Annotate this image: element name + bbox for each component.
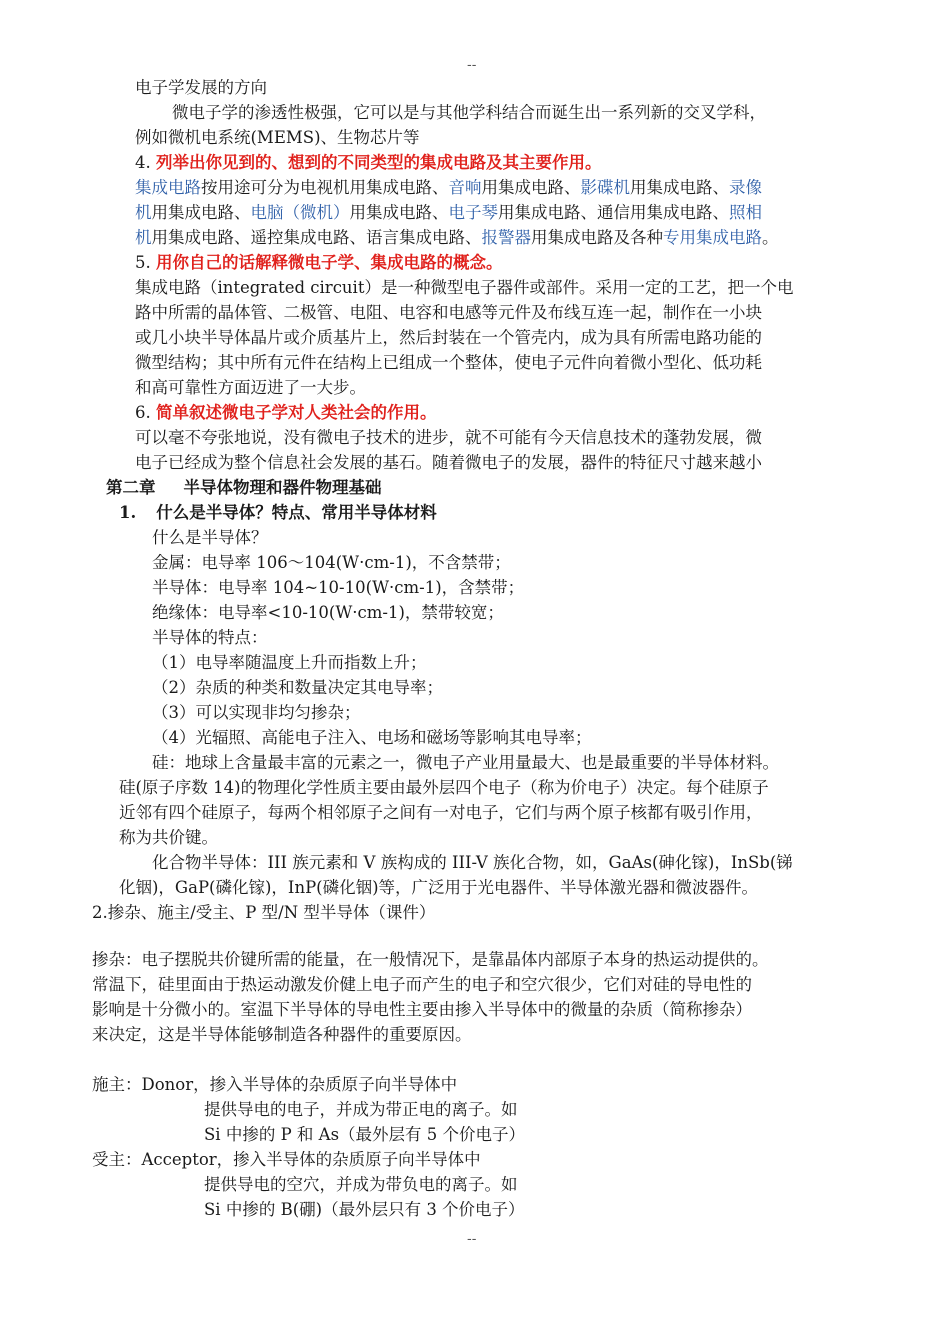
answer-text: 用集成电路、 (481, 178, 581, 197)
answer-text: 用集成电路、 (349, 203, 449, 222)
term-link[interactable]: 报警器 (481, 228, 531, 247)
answer-text: 用集成电路、通信用集成电路、 (498, 203, 729, 222)
paragraph-line: 化合物半导体：III 族元素和 V 族构成的 III-V 族化合物，如，GaAs(砷化镓)，InSb(锑 (152, 853, 793, 872)
definition-line: Si 中掺的 B(硼)（最外层只有 3 个价电子） (204, 1200, 525, 1219)
question-number: 5. (135, 253, 151, 272)
definition-line: 提供导电的电子，并成为带正电的离子。如 (204, 1100, 518, 1119)
list-item: （3）可以实现非均匀掺杂； (152, 703, 361, 722)
question-text: 列举出你见到的、想到的不同类型的集成电路及其主要作用。 (156, 153, 602, 172)
answer-line (135, 176, 762, 200)
term-link[interactable]: 集成电路 (135, 178, 201, 197)
question-text: 简单叙述微电子学对人类社会的作用。 (156, 403, 437, 422)
list-item: 半导体的特点： (152, 628, 268, 647)
term-link[interactable]: 机 (135, 203, 152, 222)
term-link[interactable]: 电子琴 (448, 203, 498, 222)
term-link[interactable]: 机 (135, 228, 152, 247)
paragraph-line: 硅(原子序数 14)的物理化学性质主要由最外层四个电子（称为价电子）决定。每个硅原子 (119, 778, 769, 797)
answer-text: 用集成电路、遥控集成电路、语言集成电路、 (151, 228, 482, 247)
chapter-title: 半导体物理和器件物理基础 (183, 478, 382, 497)
chapter-label: 第二章 (106, 478, 156, 497)
term-link[interactable]: 专用集成电路 (663, 228, 762, 247)
term-link[interactable]: 音响 (448, 178, 482, 197)
subsection-heading: 2.掺杂、施主/受主、P 型/N 型半导体（课件） (92, 903, 436, 922)
definition-line: 受主：Acceptor，掺入半导体的杂质原子向半导体中 (92, 1150, 481, 1169)
answer-line: 或几小块半导体晶片或介质基片上，然后封装在一个管壳内，成为具有所需电路功能的 (135, 328, 762, 347)
list-item: 绝缘体：电导率<10-10(W·cm-1)，禁带较宽； (152, 603, 504, 622)
chapter-heading (106, 476, 382, 500)
paragraph-line: 称为共价键。 (119, 828, 218, 847)
subsection-title: 什么是半导体？特点、常用半导体材料 (156, 503, 437, 522)
answer-line: 和高可靠性方面迈进了一大步。 (135, 378, 366, 397)
paragraph-line: 硅：地球上含量最丰富的元素之一，微电子产业用量最大、也是最重要的半导体材料。 (152, 753, 779, 772)
answer-line (135, 226, 779, 250)
answer-line: 可以毫不夸张地说，没有微电子技术的进步，就不可能有今天信息技术的蓬勃发展，微 (135, 428, 762, 447)
paragraph-line: 微电子学的渗透性极强，它可以是与其他学科结合而诞生出一系列新的交叉学科， (172, 103, 766, 122)
subsection-number: 1. (119, 503, 137, 522)
answer-text: 用集成电路、 (630, 178, 729, 197)
term-link[interactable]: 电脑（微机） (250, 203, 350, 222)
list-item: 什么是半导体？ (152, 528, 268, 547)
answer-line: 微型结构；其中所有元件在结构上已组成一个整体，使电子元件向着微小型化、低功耗 (135, 353, 762, 372)
list-item: （4）光辐照、高能电子注入、电场和磁场等影响其电导率； (152, 728, 592, 747)
list-item: 金属：电导率 106～104(W·cm-1)，不含禁带； (152, 553, 511, 572)
list-item: 半导体：电导率 104~10-10(W·cm-1)，含禁带； (152, 578, 525, 597)
question-text: 用你自己的话解释微电子学、集成电路的概念。 (156, 253, 503, 272)
question-number: 6. (135, 403, 151, 422)
subsection-heading (119, 501, 437, 525)
list-item: （1）电导率随温度上升而指数上升； (152, 653, 427, 672)
paragraph-line: 掺杂：电子摆脱共价键所需的能量，在一般情况下，是靠晶体内部原子本身的热运动提供的。 (92, 950, 769, 969)
section-heading: 电子学发展的方向 (135, 78, 267, 97)
footer-marker: -- (467, 1232, 477, 1247)
question-5 (135, 251, 503, 275)
term-link[interactable]: 录像 (729, 178, 762, 197)
answer-line: 集成电路（integrated circuit）是一种微型电子器件或部件。采用一定的工艺，把一个电 (135, 278, 794, 297)
paragraph-line: 常温下，硅里面由于热运动激发价健上电子而产生的电子和空穴很少，它们对硅的导电性的 (92, 975, 752, 994)
header-marker: -- (467, 58, 477, 73)
term-link[interactable]: 影碟机 (580, 178, 630, 197)
term-link[interactable]: 照相 (729, 203, 762, 222)
question-number: 4. (135, 153, 151, 172)
answer-line (135, 201, 762, 225)
question-6 (135, 401, 437, 425)
definition-line: 提供导电的空穴，并成为带负电的离子。如 (204, 1175, 518, 1194)
answer-text: 用集成电路及各种 (531, 228, 663, 247)
list-item: （2）杂质的种类和数量决定其电导率； (152, 678, 443, 697)
paragraph-line: 影响是十分微小的。室温下半导体的导电性主要由掺入半导体中的微量的杂质（简称掺杂） (92, 1000, 752, 1019)
definition-line: Si 中掺的 P 和 As（最外层有 5 个价电子） (204, 1125, 526, 1144)
paragraph-line: 化铟)，GaP(磷化镓)，InP(磷化铟)等，广泛用于光电器件、半导体激光器和微波器件。 (119, 878, 759, 897)
answer-line: 电子已经成为整个信息社会发展的基石。随着微电子的发展，器件的特征尺寸越来越小 (135, 453, 762, 472)
answer-text: 用集成电路、 (151, 203, 251, 222)
definition-line: 施主：Donor，掺入半导体的杂质原子向半导体中 (92, 1075, 458, 1094)
answer-line: 路中所需的晶体管、二极管、电阻、电容和电感等元件及布线互连一起，制作在一小块 (135, 303, 762, 322)
question-4 (135, 151, 602, 175)
answer-text: 。 (762, 228, 779, 247)
answer-text: 按用途可分为电视机用集成电路、 (201, 178, 449, 197)
paragraph-line: 近邻有四个硅原子，每两个相邻原子之间有一对电子，它们与两个原子核都有吸引作用， (119, 803, 763, 822)
paragraph-line: 来决定，这是半导体能够制造各种器件的重要原因。 (92, 1025, 472, 1044)
paragraph-line: 例如微机电系统(MEMS)、生物芯片等 (135, 128, 420, 147)
